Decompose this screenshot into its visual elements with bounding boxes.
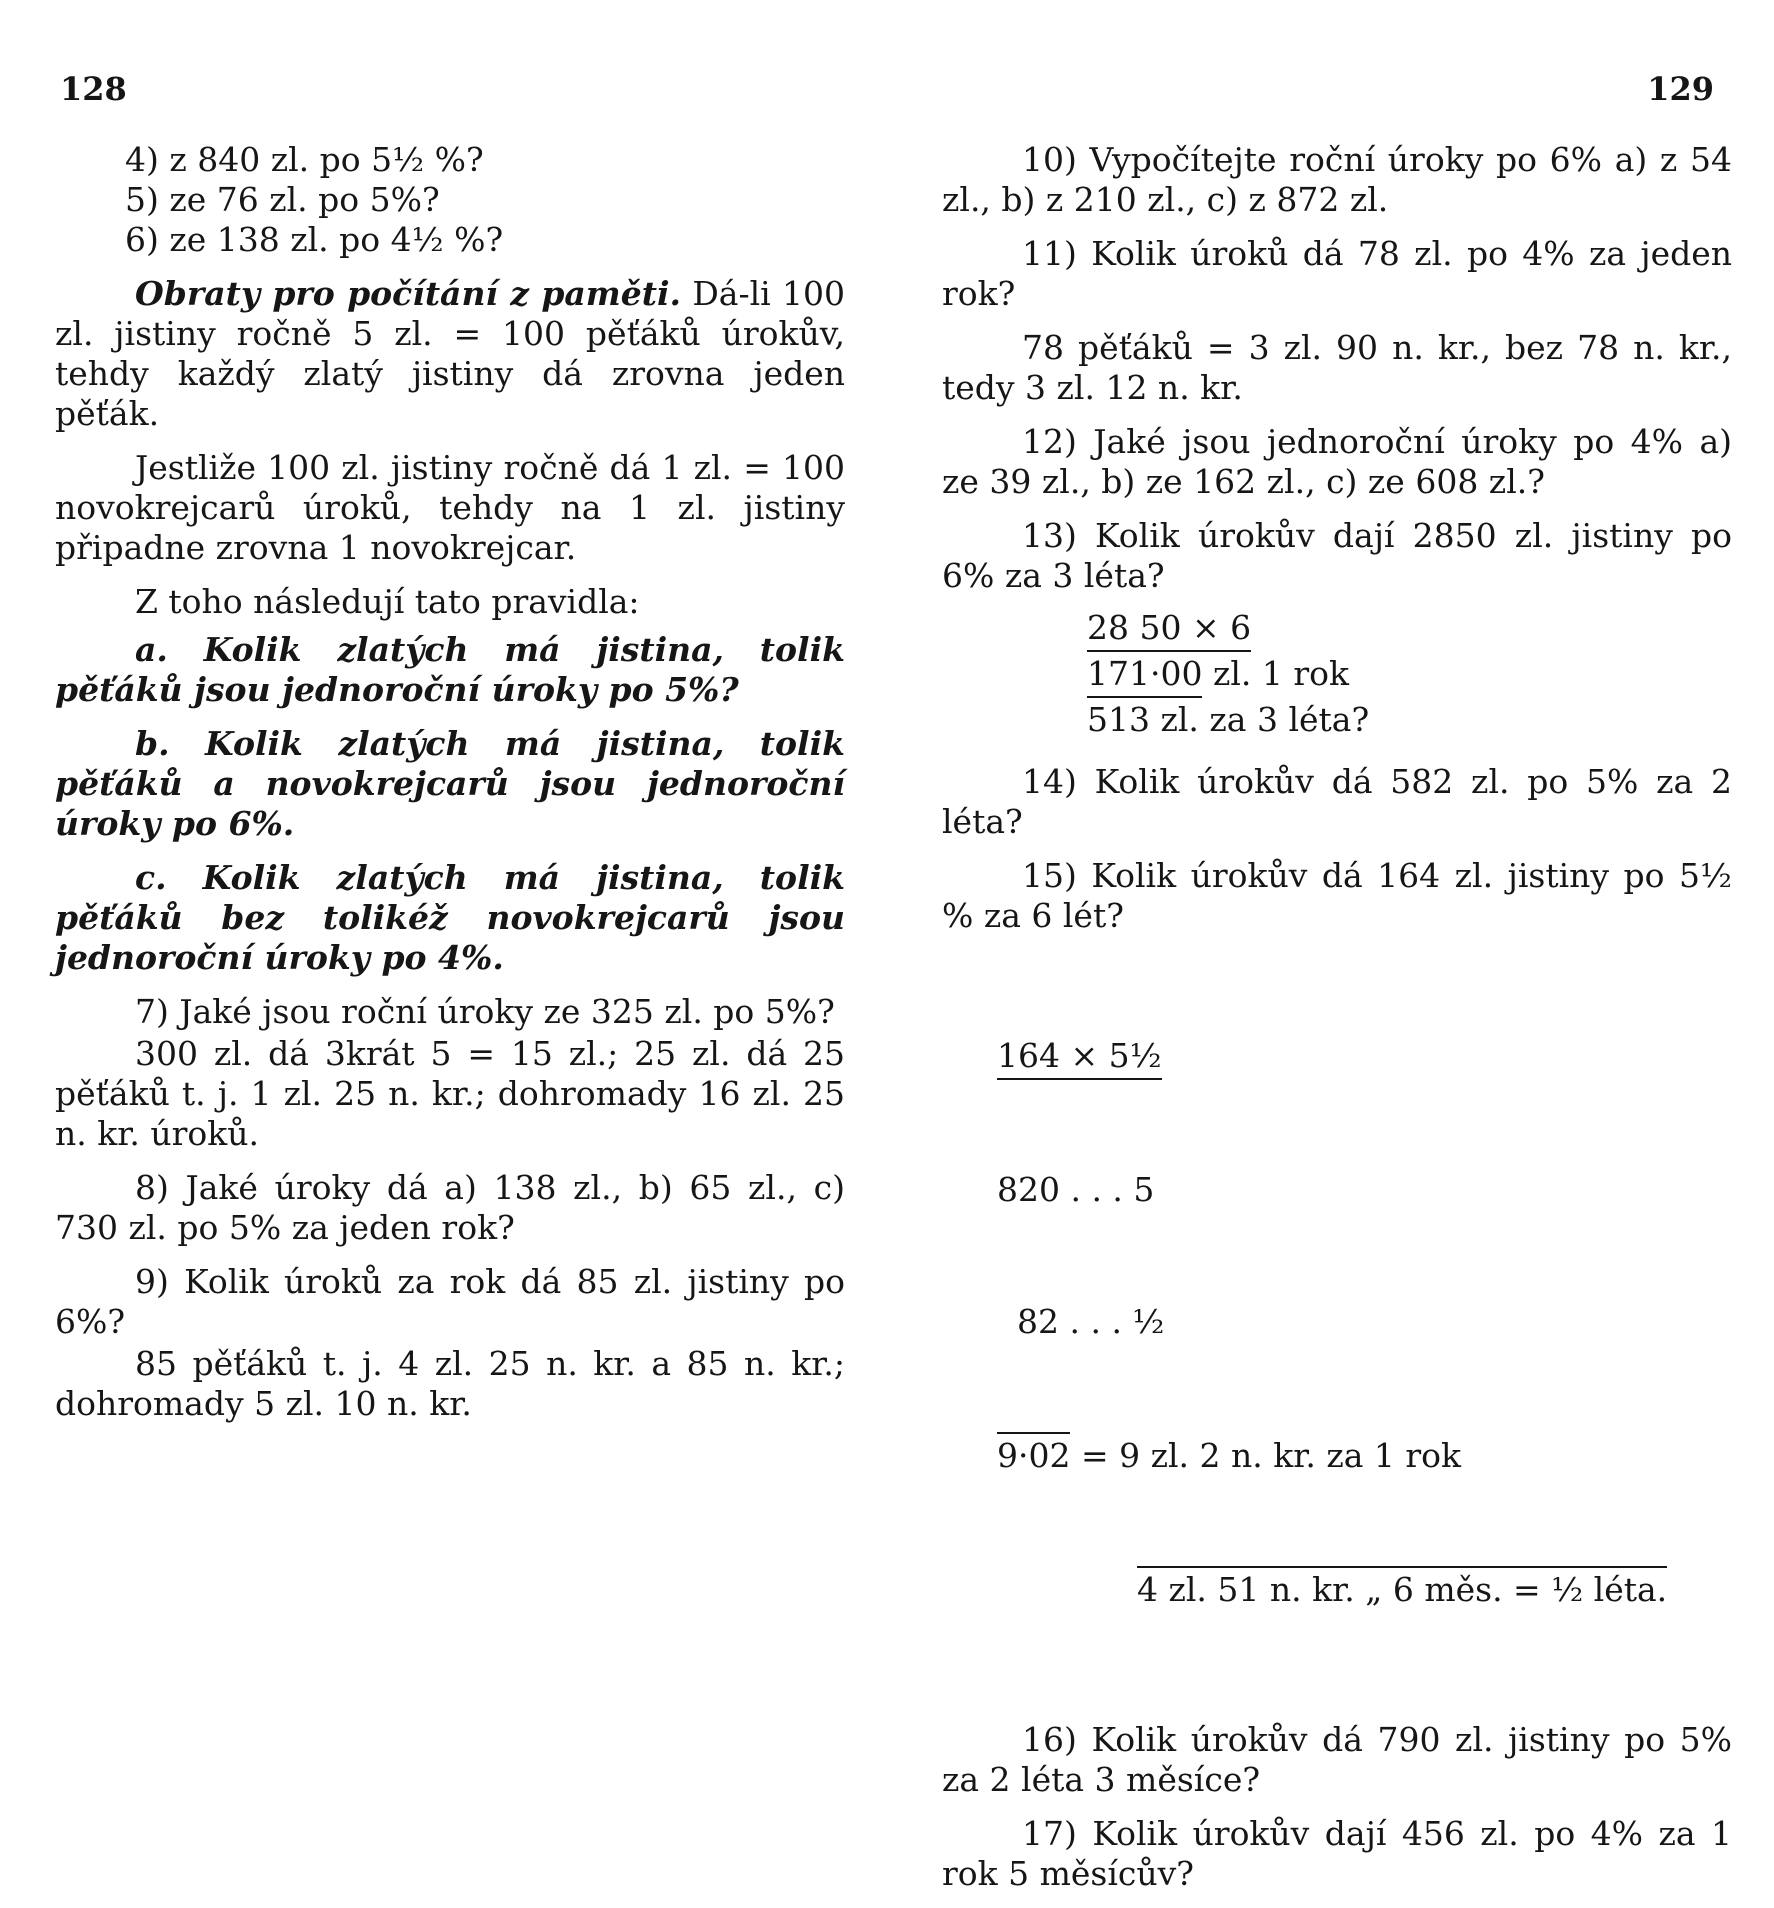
obraty-text: Dá-li 100 zl. jistiny ročně 5 zl. = 100 pěťáků úrokův, tehdy každý zlatý jistiny dá zrovna jeden pěťák. (55, 274, 846, 433)
exercise-6: 6) ze 138 zl. po 4½ %? (125, 220, 504, 259)
calc15-row4-text: = 9 zl. 2 n. kr. za 1 rok (1070, 1436, 1462, 1475)
calculation-13 (942, 606, 1732, 742)
left-column (55, 140, 845, 1438)
calc15-row4-value: 9·02 (997, 1432, 1070, 1478)
obraty-heading: Obraty pro počítání z paměti. (135, 274, 681, 313)
right-column (942, 140, 1732, 1908)
exercise-9-solution: 85 pěťáků t. j. 4 zl. 25 n. kr. a 85 n. kr.; dohromady 5 zl. 10 n. kr. (55, 1344, 845, 1423)
exercise-16: 16) Kolik úrokův dá 790 zl. jistiny po 5% za 2 léta 3 měsíce? (942, 1720, 1732, 1799)
page-number-right: 129 (1647, 70, 1714, 108)
rule-b: b. Kolik zlatých má jistina, tolik pěťáků a novokrejcarů jsou jednoroční úroky po 6%. (55, 724, 845, 843)
calc13-row1: 28 50 × 6 (1087, 606, 1251, 652)
rule-a: a. Kolik zlatých má jistina, tolik pěťáků jsou jednoroční úroky po 5%? (55, 630, 845, 709)
exercise-13: 13) Kolik úrokův dají 2850 zl. jistiny po 6% za 3 léta? (942, 516, 1732, 595)
exercise-9: 9) Kolik úroků za rok dá 85 zl. jistiny po 6%? (55, 1262, 845, 1341)
exercise-10: 10) Vypočítejte roční úroky po 6% a) z 54 zl., b) z 210 zl., c) z 872 zl. (942, 140, 1732, 219)
calc13-row3-value: 513 zl. (1087, 700, 1199, 739)
exercise-12: 12) Jaké jsou jednoroční úroky po 4% a) ze 39 zl., b) ze 162 zl., c) ze 608 zl.? (942, 422, 1732, 501)
exercise-8: 8) Jaké úroky dá a) 138 zl., b) 65 zl., c) 730 zl. po 5% za jeden rok? (55, 1168, 845, 1247)
jestlize-paragraph: Jestliže 100 zl. jistiny ročně dá 1 zl. = 100 novokrejcarů úroků, tehdy na 1 zl. jistiny připadne zrovna 1 novokrejcar. (55, 448, 845, 567)
exercise-17: 17) Kolik úrokův dají 456 zl. po 4% za 1 rok 5 měsícův? (942, 1814, 1732, 1893)
calc15-row1: 164 × 5½ (997, 1034, 1162, 1080)
calc13-row2-label: zl. 1 rok (1202, 654, 1350, 693)
exercise-5: 5) ze 76 zl. po 5%? (125, 180, 440, 219)
exercise-11-solution: 78 pěťáků = 3 zl. 90 n. kr., bez 78 n. kr., tedy 3 zl. 12 n. kr. (942, 328, 1732, 407)
calc13-row3-label: za 3 léta? (1198, 700, 1370, 739)
calc15-row3: 82 . . . ½ (1017, 1302, 1165, 1341)
calc15-row5: 4 zl. 51 n. kr. „ 6 měs. = ½ léta. (1137, 1566, 1667, 1612)
exercise-15: 15) Kolik úrokův dá 164 zl. jistiny po 5½ % za 6 lét? (942, 856, 1732, 935)
rules-intro: Z toho následují tato pravidla: (135, 582, 640, 621)
exercise-7: 7) Jaké jsou roční úroky ze 325 zl. po 5%? (135, 992, 835, 1031)
exercise-7-solution: 300 zl. dá 3krát 5 = 15 zl.; 25 zl. dá 25 pěťáků t. j. 1 zl. 25 n. kr.; dohromady 16 zl. 25 n. kr. úroků. (55, 1034, 845, 1153)
page-number-left: 128 (60, 70, 127, 108)
right-page (887, 0, 1774, 1893)
exercise-4: 4) z 840 zl. po 5½ %? (125, 140, 484, 179)
left-page (0, 0, 887, 1500)
calc13-row2-value: 171·00 (1087, 652, 1202, 698)
calc15-row2: 820 . . . 5 (997, 1170, 1155, 1209)
calculation-15 (942, 946, 1732, 1700)
obraty-paragraph (55, 274, 845, 434)
rule-c: c. Kolik zlatých má jistina, tolik pěťáků bez tolikéž novokrejcarů jsou jednoroční úroky po 4%. (55, 858, 845, 977)
exercise-14: 14) Kolik úrokův dá 582 zl. po 5% za 2 léta? (942, 762, 1732, 841)
exercise-11: 11) Kolik úroků dá 78 zl. po 4% za jeden rok? (942, 234, 1732, 313)
